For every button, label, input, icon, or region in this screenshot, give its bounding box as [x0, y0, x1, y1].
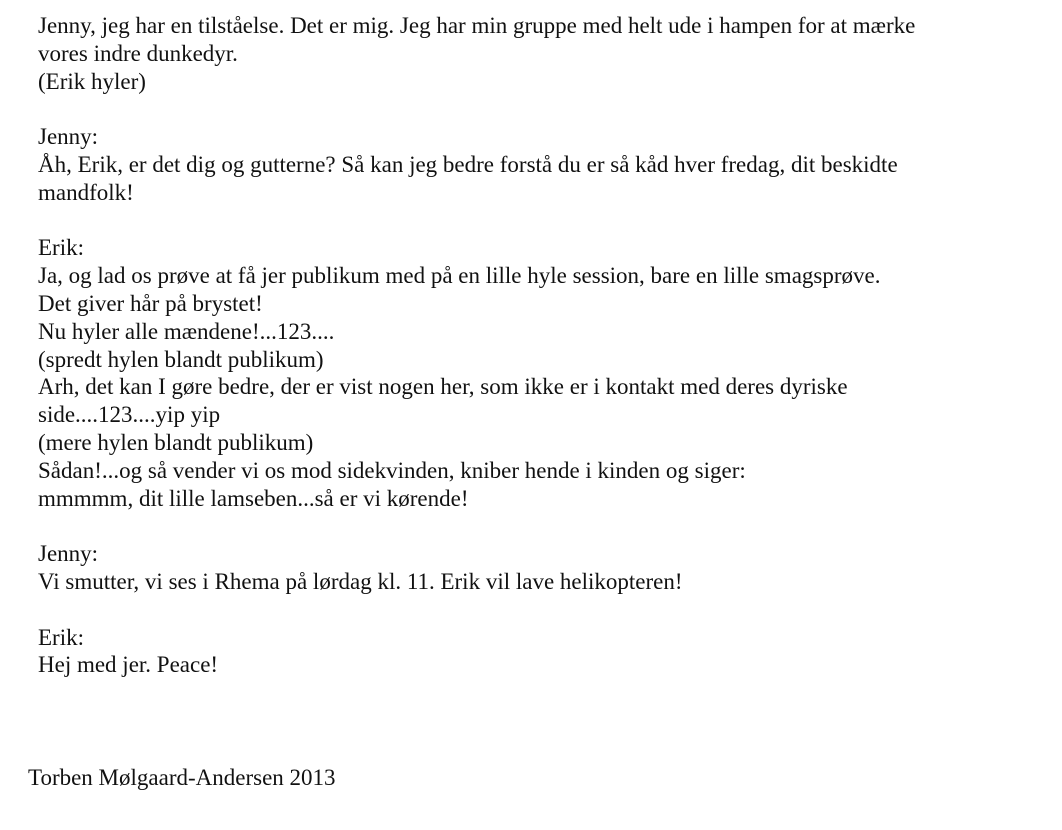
text-line: mmmmm, dit lille lamseben...så er vi kørende! — [38, 485, 469, 511]
text-line: Det giver hår på brystet! — [38, 290, 263, 316]
speaker-label: Erik: — [38, 624, 84, 650]
text-line: Nu hyler alle mændene!...123.... — [38, 318, 335, 344]
stage-direction: (Erik hyler) — [38, 68, 146, 94]
speaker-label: Jenny: — [38, 124, 99, 150]
text-line: Jenny, jeg har en tilståelse. Det er mig. Jeg har min gruppe med helt ude i hampen for at mærke — [38, 13, 916, 38]
paragraph-gap — [38, 596, 1048, 624]
stage-direction: (mere hylen blandt publikum) — [38, 429, 314, 455]
text-line: Åh, Erik, er det dig og gutterne? Så kan jeg bedre forstå du er så kåd hver fredag, dit beskidte — [38, 151, 898, 177]
text-line: Sådan!...og så vender vi os mod sidekvinden, kniber hende i kinden og siger: — [38, 457, 746, 483]
text-line: Ja, og lad os prøve at få jer publikum med på en lille hyle session, bare en lille smagsprøve. — [38, 263, 881, 289]
speaker-label: Jenny: — [38, 541, 99, 567]
script-text — [38, 12, 1048, 679]
stage-direction: (spredt hylen blandt publikum) — [38, 346, 324, 372]
text-line: mandfolk! — [38, 179, 134, 205]
paragraph-gap — [38, 207, 1048, 235]
text-line: side....123....yip yip — [38, 402, 221, 428]
paragraph-gap — [38, 512, 1048, 540]
text-line: Vi smutter, vi ses i Rhema på lørdag kl. 11. Erik vil lave helikopteren! — [38, 568, 683, 594]
speaker-label: Erik: — [38, 235, 84, 261]
paragraph-gap — [38, 95, 1048, 123]
text-line: Arh, det kan I gøre bedre, der er vist nogen her, som ikke er i kontakt med deres dyriske — [38, 374, 848, 400]
text-line: vores indre dunkedyr. — [38, 40, 238, 66]
author-signature: Torben Mølgaard-Andersen 2013 — [28, 765, 336, 790]
text-line: Hej med jer. Peace! — [38, 652, 219, 678]
